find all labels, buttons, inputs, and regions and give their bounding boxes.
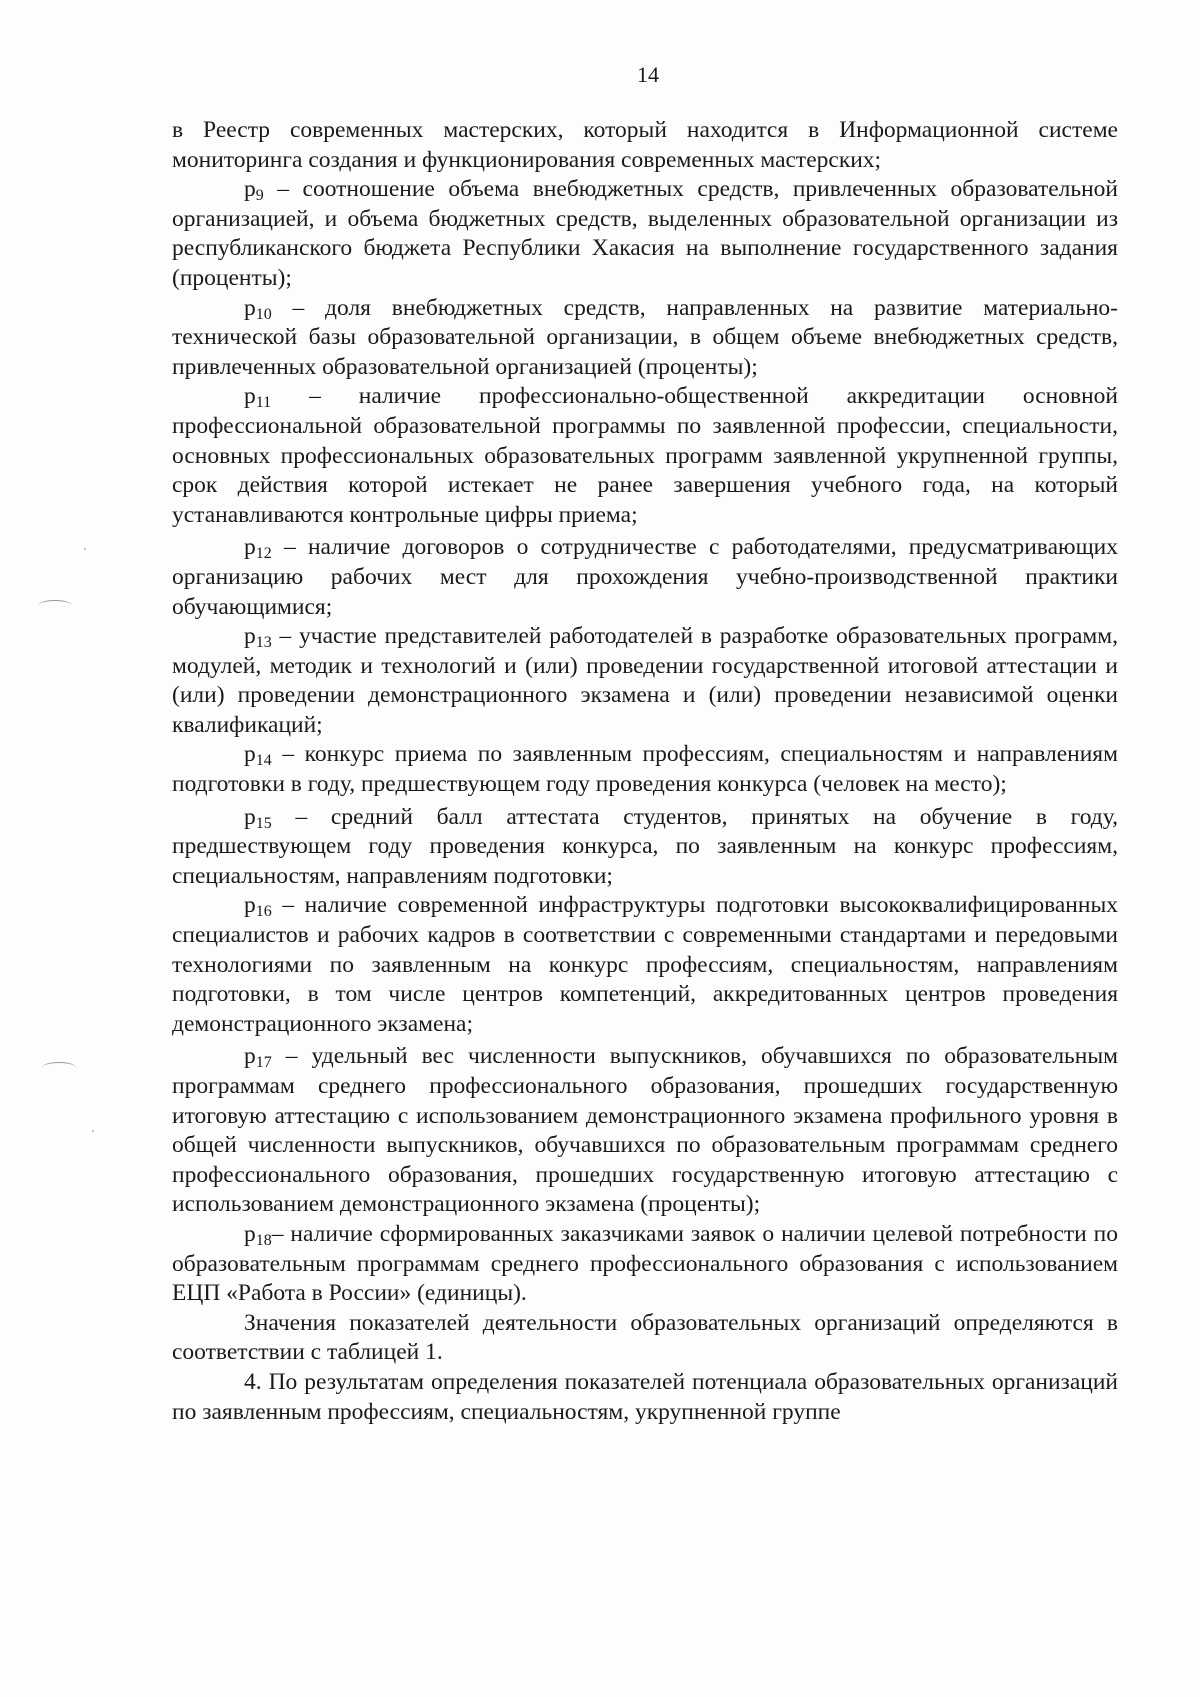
scan-speck bbox=[84, 548, 86, 550]
paragraph-p18: $p_{18}-$ наличие сформированных заказчиками заявок о наличии целевой потребности по образовательным программам среднего профессионального образования с использованием ЕЦП «Работа в России» (единицы). bbox=[172, 1220, 1118, 1307]
paragraph-p15: $p_{15}$ – средний балл аттестата студентов, принятых на обучение в году, предшествующем году проведения конкурса, по заявленным на конкурс профессиям, специальностям, направлениям подготовки; bbox=[172, 803, 1118, 889]
paragraph-p16: $p_{16}$ – наличие современной инфраструктуры подготовки высококвалифицированных специалистов и рабочих кадров в соответствии с современными стандартами и передовыми технологиями по заявленным на конкурс профессиям, специальностям, направлениям подготовки, в том числе центров компетенций, аккредитованных центров проведения демонстрационного экзамена; bbox=[172, 892, 1118, 1037]
scan-mark bbox=[42, 1062, 76, 1073]
paragraph-p17: $p_{17}$ – удельный вес численности выпускников, обучавшихся по образовательным программам среднего профессионального образования, прошедших государственную итоговую аттестацию с использованием демонстрационного экзамена профильного уровня в общей численности выпускников, обучавшихся по образовательным программам среднего профессионального образования, прошедших государственную итоговую аттестацию с использованием демонстрационного экзамена (проценты); bbox=[172, 1043, 1118, 1218]
page-number: 14 bbox=[637, 62, 659, 87]
scan-speck bbox=[92, 1130, 94, 1132]
document-body bbox=[172, 116, 1118, 1427]
paragraph-p9: $p_9$ – соотношение объема внебюджетных средств, привлеченных образовательной организацией, и объема бюджетных средств, выделенных образовательной организации из республиканского бюджета Республики Хакасия на выполнение государственного задания (проценты); bbox=[172, 176, 1118, 291]
paragraph-item-4: 4. По результатам определения показателей потенциала образовательных организаций по заявленным профессиям, специальностям, укрупненной группе bbox=[172, 1368, 1118, 1425]
paragraph-values: Значения показателей деятельности образовательных организаций определяются в соответствии с таблицей 1. bbox=[172, 1309, 1118, 1366]
paragraph-1: в Реестр современных мастерских, который находится в Информационной системе мониторинга создания и функционирования современных мастерских; bbox=[172, 117, 1118, 173]
scan-mark bbox=[38, 600, 72, 611]
paragraph-p11: $p_{11}$ – наличие профессионально-общественной аккредитации основной профессиональной образовательной программы по заявленной профессии, специальности, основных профессиональных образовательных программ заявленной укрупненной группы, срок действия которой истекает не ранее завершения учебного года, на который устанавливаются контрольные цифры приема; bbox=[172, 383, 1118, 528]
paragraph-p13: $p_{13}$ – участие представителей работодателей в разработке образовательных программ, модулей, методик и технологий и (или) проведении государственной итоговой аттестации и (или) проведении демонстрационного экзамена и (или) проведении независимой оценки квалификаций; bbox=[172, 623, 1118, 738]
paragraph-p14: $p_{14}$ – конкурс приема по заявленным профессиям, специальностям и направлениям подготовки в году, предшествующем году проведения конкурса (человек на место); bbox=[172, 741, 1118, 798]
paragraph-p12: $p_{12}$ – наличие договоров о сотрудничестве с работодателями, предусматривающих организацию рабочих мест для прохождения учебно-производственной практики обучающимися; bbox=[172, 534, 1118, 620]
paragraph-p10: $p_{10}$ – доля внебюджетных средств, направленных на развитие материально-технической базы образовательной организации, в общем объеме внебюджетных средств, привлеченных образовательной организацией (проценты); bbox=[172, 294, 1118, 380]
